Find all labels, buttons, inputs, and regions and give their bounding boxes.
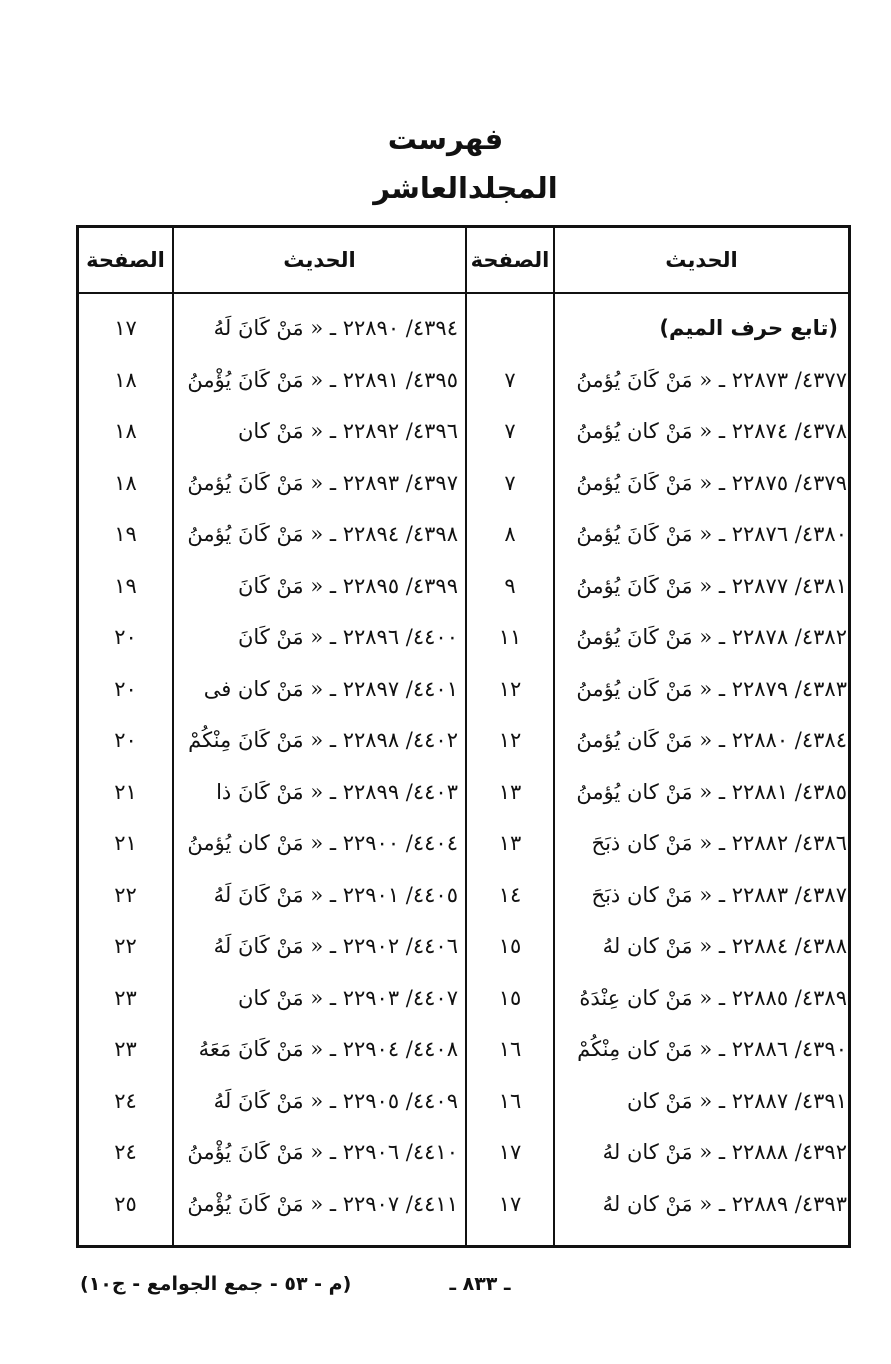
index-entry-page: ٢٠ [114, 676, 137, 701]
index-entry-hadith: ٤٣٩٥/ ٢٢٨٩١ ـ « مَنْ كَانَ يُؤْمنُ [187, 367, 458, 392]
index-entry-hadith: ٤٤٠٥/ ٢٢٩٠١ ـ « مَنْ كَانَ لَهُ [213, 882, 458, 907]
index-entry-hadith: ٤٣٨٩/ ٢٢٨٨٥ ـ « مَنْ كان عِنْدَهُ [579, 985, 847, 1010]
index-entry-page: ٨ [504, 522, 516, 546]
index-entry-page: ١٧ [114, 316, 137, 340]
index-entry-page: ١٥ [498, 934, 522, 958]
index-entry-page: ١٦ [498, 1037, 522, 1061]
index-entry-hadith: ٤٣٩٢/ ٢٢٨٨٨ ـ « مَنْ كان لهُ [602, 1140, 847, 1164]
index-entry-page: ١٢ [498, 676, 522, 701]
index-entry-page: ١١ [498, 625, 522, 649]
index-entry-page: ٩ [504, 573, 516, 598]
index-entry-page: ٢٣ [114, 1037, 137, 1061]
index-entry-page: ٧ [504, 367, 516, 392]
index-entry-hadith: ٤٣٧٧/ ٢٢٨٧٣ ـ « مَنْ كَانَ يُؤمنُ [576, 367, 847, 392]
index-entry-hadith: ٤٣٧٨/ ٢٢٨٧٤ ـ « مَنْ كان يُؤمنُ [576, 419, 847, 443]
index-entry-page: ١٣ [498, 831, 522, 855]
index-entry-hadith: ٤٣٨٨/ ٢٢٨٨٤ ـ « مَنْ كان لهُ [602, 934, 847, 958]
index-entry-page: ٢٥ [114, 1191, 137, 1216]
index-heading: فهرست [387, 122, 504, 156]
index-entry-page: ٢٢ [114, 882, 137, 907]
index-entry-page: ١٨ [114, 419, 137, 443]
source-reference: (م - ٥٣ - جمع الجوامع - ج١٠) [80, 1273, 352, 1295]
header-hadith-left: الحديث [283, 248, 356, 272]
index-entry-page: ١٥ [498, 985, 522, 1010]
index-entry-hadith: ٤٣٨٣/ ٢٢٨٧٩ ـ « مَنْ كَان يُؤمنُ [576, 676, 847, 701]
index-entry-page: ٢١ [114, 779, 137, 804]
index-entry-page: ١٧ [498, 1140, 522, 1164]
index-table [76, 225, 851, 1248]
page-number: ـ ٨٣٣ ـ [449, 1273, 511, 1295]
index-entry-page: ٢٠ [114, 728, 137, 752]
index-entry-page: ١٩ [114, 522, 137, 546]
index-entry-hadith: ٤٤٠٣/ ٢٢٨٩٩ ـ « مَنْ كَانَ ذا [216, 779, 458, 804]
header-page-left: الصفحة [86, 248, 165, 272]
index-entry-hadith: ٤٣٨٤/ ٢٢٨٨٠ ـ « مَنْ كَان يُؤمنُ [576, 728, 847, 752]
index-entry-hadith: ٤٤١١/ ٢٢٩٠٧ ـ « مَنْ كَانَ يُؤْمنُ [187, 1191, 458, 1216]
index-entry-page: ١٨ [114, 367, 137, 392]
index-entry-page: ١٦ [498, 1088, 522, 1113]
index-entry-hadith: ٤٤٠٧/ ٢٢٩٠٣ ـ « مَنْ كان [237, 985, 458, 1010]
index-entry-hadith: ٤٣٨٧/ ٢٢٨٨٣ ـ « مَنْ كان ذبَحَ [591, 882, 847, 907]
index-entry-hadith: ٤٣٨٥/ ٢٢٨٨١ ـ « مَنْ كان يُؤمنُ [576, 779, 847, 804]
header-page-right: الصفحة [470, 248, 550, 272]
index-entry-hadith: ٤٣٨٠/ ٢٢٨٧٦ ـ « مَنْ كَانَ يُؤمنُ [576, 522, 847, 546]
index-entry-hadith: ٤٤٠٩/ ٢٢٩٠٥ ـ « مَنْ كَانَ لَهُ [213, 1088, 458, 1113]
index-entry-hadith: ٤٤٠٨/ ٢٢٩٠٤ ـ « مَنْ كَانَ مَعَهُ [198, 1037, 458, 1061]
index-entry-page: ١٢ [498, 728, 522, 752]
index-entry-page: ١٤ [498, 882, 522, 907]
divider-left-page [172, 228, 174, 1245]
section-label: (تابع حرف الميم) [659, 316, 838, 340]
header-hadith-right: الحديث [665, 248, 738, 272]
index-entry-hadith: ٤٣٩٦/ ٢٢٨٩٢ ـ « مَنْ كان [237, 419, 458, 443]
index-entry-page: ٢٣ [114, 985, 137, 1010]
index-entry-page: ١٩ [114, 573, 137, 598]
index-entry-hadith: ٤٤٠٠/ ٢٢٨٩٦ ـ « مَنْ كَانَ [237, 625, 458, 649]
index-entry-hadith: ٤٣٨٦/ ٢٢٨٨٢ ـ « مَنْ كان ذبَحَ [591, 831, 847, 855]
index-entry-hadith: ٤٣٨١/ ٢٢٨٧٧ ـ « مَنْ كَانَ يُؤمنُ [576, 573, 847, 598]
header-divider [79, 292, 848, 294]
index-entry-hadith: ٤٤٠١/ ٢٢٨٩٧ ـ « مَنْ كان فى [203, 676, 458, 701]
index-entry-page: ٢٤ [114, 1088, 137, 1113]
index-entry-hadith: ٤٣٩١/ ٢٢٨٨٧ ـ « مَنْ كان [626, 1088, 847, 1113]
index-entry-page: ٧ [504, 419, 516, 443]
index-entry-hadith: ٤٣٨٢/ ٢٢٨٧٨ ـ « مَنْ كَانَ يُؤمنُ [576, 625, 847, 649]
index-entry-page: ٢٤ [114, 1140, 137, 1164]
index-entry-hadith: ٤٤٠٤/ ٢٢٩٠٠ ـ « مَنْ كان يُؤمنُ [187, 831, 458, 855]
index-entry-page: ١٨ [114, 470, 137, 495]
index-entry-hadith: ٤٣٩٤/ ٢٢٨٩٠ ـ « مَنْ كَانَ لَهُ [213, 316, 458, 340]
index-entry-page: ٧ [504, 470, 516, 495]
index-entry-hadith: ٤٤١٠/ ٢٢٩٠٦ ـ « مَنْ كَانَ يُؤْمنُ [187, 1140, 458, 1164]
index-entry-hadith: ٤٣٩٠/ ٢٢٨٨٦ ـ « مَنْ كان مِنْكُمْ [577, 1037, 847, 1061]
index-entry-hadith: ٤٣٩٣/ ٢٢٨٨٩ ـ « مَنْ كان لهُ [602, 1191, 847, 1216]
index-entry-page: ٢٢ [114, 934, 137, 958]
volume-heading: المجلدالعاشر [373, 171, 558, 205]
index-entry-hadith: ٤٤٠٦/ ٢٢٩٠٢ ـ « مَنْ كَانَ لَهُ [213, 934, 458, 958]
index-entry-hadith: ٤٣٩٨/ ٢٢٨٩٤ ـ « مَنْ كَانَ يُؤمنُ [187, 522, 458, 546]
index-entry-hadith: ٤٣٧٩/ ٢٢٨٧٥ ـ « مَنْ كَانَ يُؤمنُ [576, 470, 847, 495]
index-entry-hadith: ٤٣٩٩/ ٢٢٨٩٥ ـ « مَنْ كَانَ [237, 573, 458, 598]
index-entry-hadith: ٤٤٠٢/ ٢٢٨٩٨ ـ « مَنْ كَانَ مِنْكُمْ [188, 728, 458, 752]
index-entry-hadith: ٤٣٩٧/ ٢٢٨٩٣ ـ « مَنْ كَانَ يُؤمنُ [187, 470, 458, 495]
index-entry-page: ٢١ [114, 831, 137, 855]
index-entry-page: ٢٠ [114, 625, 137, 649]
index-entry-page: ١٧ [498, 1191, 522, 1216]
index-entry-page: ١٣ [498, 779, 522, 804]
